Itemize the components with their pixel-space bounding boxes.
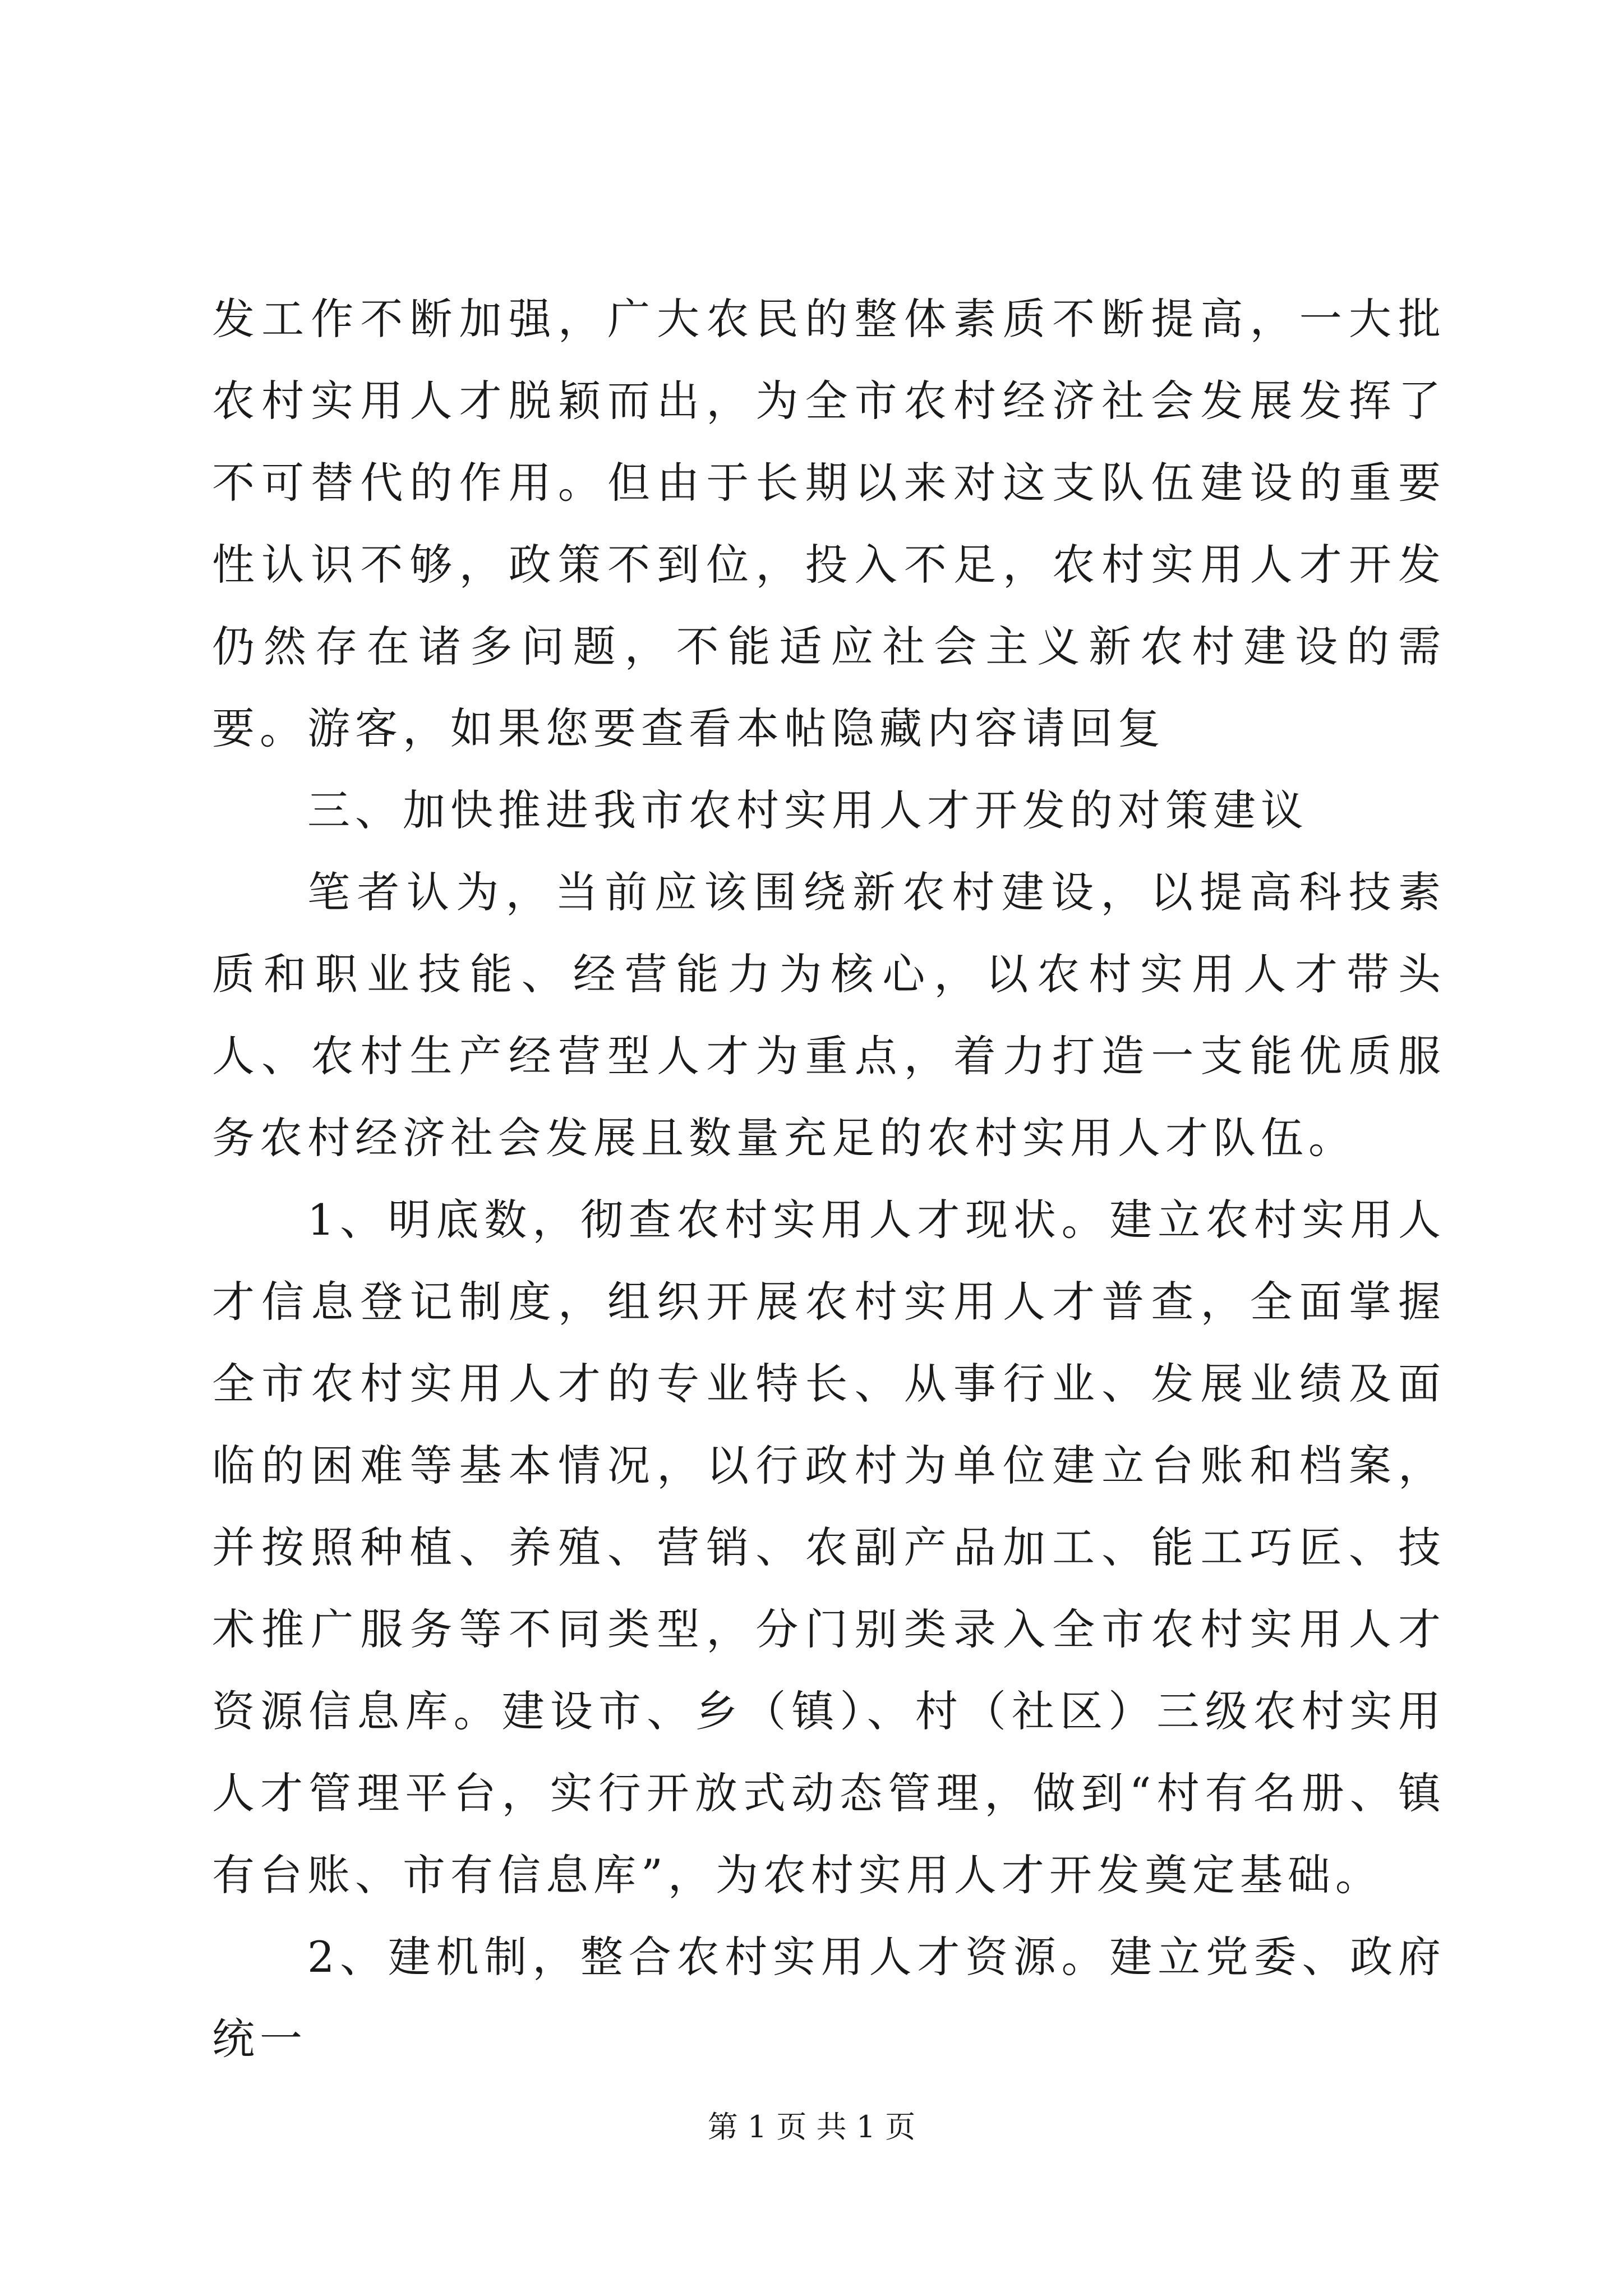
paragraph-continuation: 发工作不断加强，广大农民的整体素质不断提高，一大批农村实用人才脱颖而出，为全市农村经济社会发展发挥了不可替代的作用。但由于长期以来对这支队伍建设的重要性认识不够，政策不到位，投入不足，农村实用人才开发仍然存在诸多问题，不能适应社会主义新农村建设的需要。游客，如果您要查看本帖隐藏内容请回复	[212, 294, 1446, 753]
paragraph-author-view: 笔者认为，当前应该围绕新农村建设，以提高科技素质和职业技能、经营能力为核心，以农村实用人才带头人、农村生产经营型人才为重点，着力打造一支能优质服务农村经济社会发展且数量充足的农村实用人才队伍。	[212, 867, 1446, 1163]
page-footer: 第 1 页 共 1 页	[707, 2109, 916, 2145]
section-heading: 三、加快推进我市农村实用人才开发的对策建议	[307, 785, 1308, 835]
document-body	[212, 278, 1446, 2080]
paragraph-item-1: 1、明底数，彻查农村实用人才现状。建立农村实用人才信息登记制度，组织开展农村实用人才普查，全面掌握全市农村实用人才的专业特长、从事行业、发展业绩及面临的困难等基本情况，以行政村为单位建立台账和档案，并按照种植、养殖、营销、农副产品加工、能工巧匠、技术推广服务等不同类型，分门别类录入全市农村实用人才资源信息库。建设市、乡（镇）、村（社区）三级农村实用人才管理平台，实行开放式动态管理，做到“村有名册、镇有台账、市有信息库”，为农村实用人才开发奠定基础。	[212, 1195, 1446, 1900]
paragraph-item-2: 2、建机制，整合农村实用人才资源。建立党委、政府统一	[212, 1932, 1446, 2064]
